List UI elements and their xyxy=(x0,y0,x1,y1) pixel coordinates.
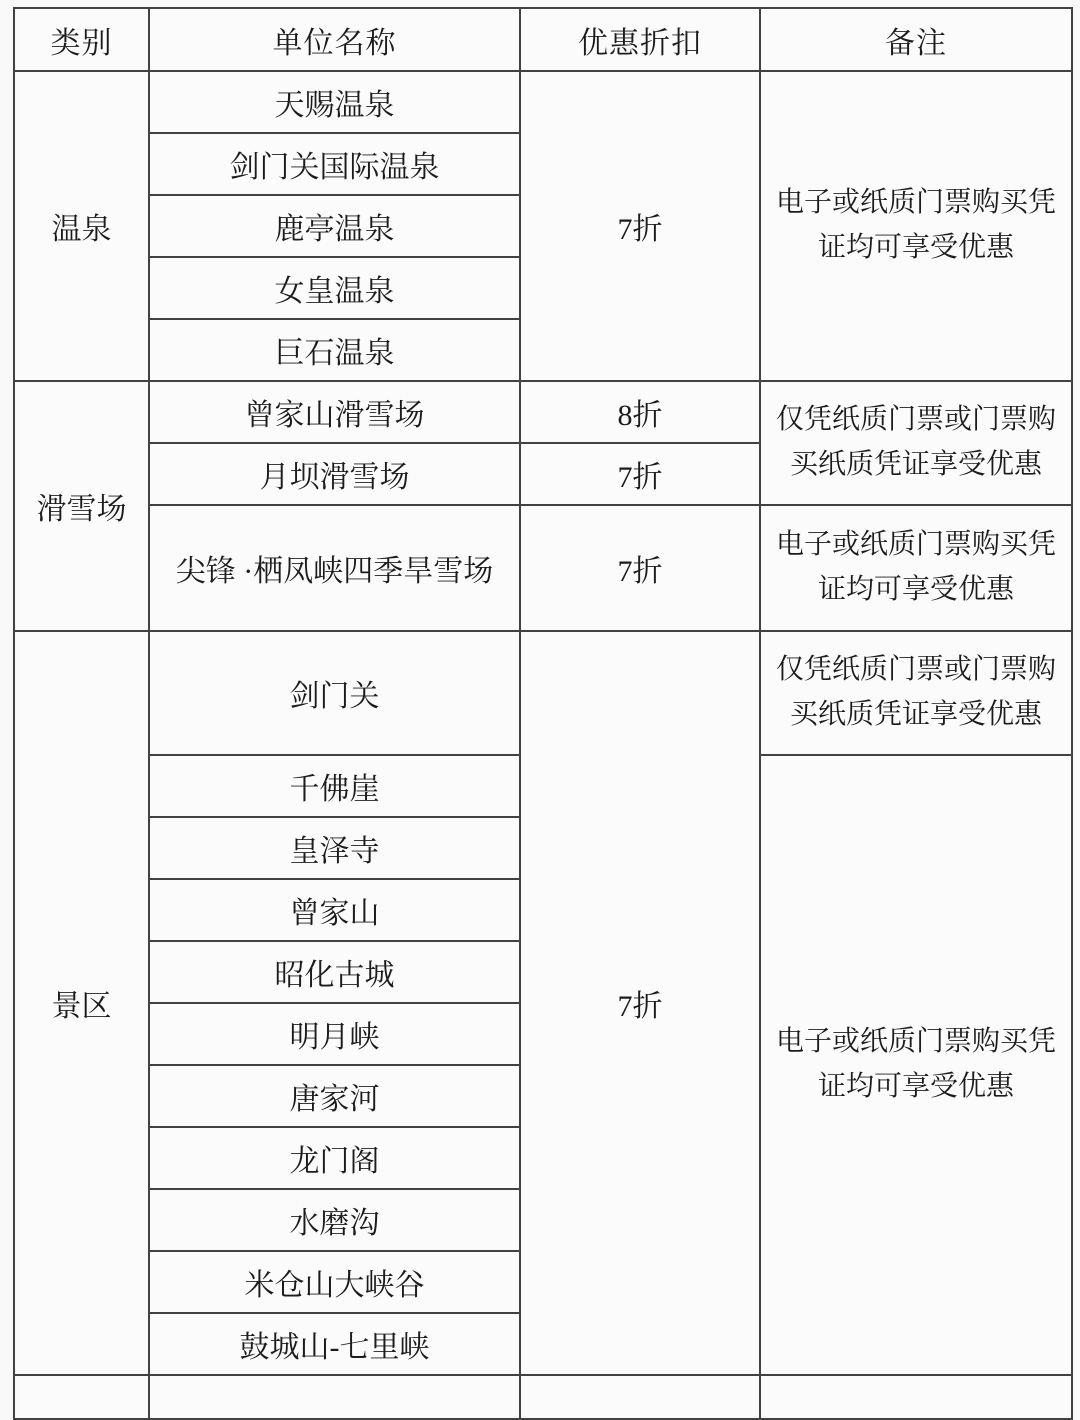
unit-cell: 明月峡 xyxy=(149,1003,520,1065)
unit-cell: 曾家山滑雪场 xyxy=(149,381,520,443)
discount-cell xyxy=(520,1375,760,1419)
discount-cell: 7折 xyxy=(520,443,760,505)
discount-cell: 7折 xyxy=(520,71,760,381)
unit-cell: 昭化古城 xyxy=(149,941,520,1003)
category-cell xyxy=(14,1375,149,1419)
table-row-cutoff xyxy=(14,1375,1072,1419)
unit-cell: 天赐温泉 xyxy=(149,71,520,133)
discount-table xyxy=(13,7,1073,1420)
page xyxy=(0,7,1080,1391)
header-discount: 优惠折扣 xyxy=(520,8,760,71)
header-unit-name: 单位名称 xyxy=(149,8,520,71)
unit-cell: 女皇温泉 xyxy=(149,257,520,319)
unit-cell: 曾家山 xyxy=(149,879,520,941)
discount-cell: 7折 xyxy=(520,505,760,631)
remark-cell: 电子或纸质门票购买凭证均可享受优惠 xyxy=(760,71,1072,381)
discount-cell: 7折 xyxy=(520,631,760,1375)
category-cell-ski-resort: 滑雪场 xyxy=(14,381,149,631)
header-category: 类别 xyxy=(14,8,149,71)
table-row xyxy=(14,381,1072,443)
unit-cell: 千佛崖 xyxy=(149,755,520,817)
remark-cell: 仅凭纸质门票或门票购买纸质凭证享受优惠 xyxy=(760,381,1072,505)
remark-cell: 电子或纸质门票购买凭证均可享受优惠 xyxy=(760,505,1072,631)
unit-cell xyxy=(149,1375,520,1419)
header-remark: 备注 xyxy=(760,8,1072,71)
category-cell-scenic-area: 景区 xyxy=(14,631,149,1375)
table-row xyxy=(14,631,1072,755)
category-cell-hot-spring: 温泉 xyxy=(14,71,149,381)
header-row xyxy=(14,8,1072,71)
unit-cell: 月坝滑雪场 xyxy=(149,443,520,505)
unit-cell: 水磨沟 xyxy=(149,1189,520,1251)
unit-cell: 米仓山大峡谷 xyxy=(149,1251,520,1313)
unit-cell: 皇泽寺 xyxy=(149,817,520,879)
unit-cell: 龙门阁 xyxy=(149,1127,520,1189)
table-row xyxy=(14,505,1072,631)
unit-cell: 巨石温泉 xyxy=(149,319,520,381)
remark-cell: 仅凭纸质门票或门票购买纸质凭证享受优惠 xyxy=(760,631,1072,755)
unit-cell: 唐家河 xyxy=(149,1065,520,1127)
remark-cell xyxy=(760,1375,1072,1419)
unit-cell: 鹿亭温泉 xyxy=(149,195,520,257)
unit-cell: 尖锋 ·栖凤峡四季旱雪场 xyxy=(149,505,520,631)
unit-cell: 鼓城山-七里峡 xyxy=(149,1313,520,1375)
discount-cell: 8折 xyxy=(520,381,760,443)
remark-cell: 电子或纸质门票购买凭证均可享受优惠 xyxy=(760,755,1072,1375)
unit-cell: 剑门关国际温泉 xyxy=(149,133,520,195)
unit-cell: 剑门关 xyxy=(149,631,520,755)
table-row xyxy=(14,71,1072,133)
